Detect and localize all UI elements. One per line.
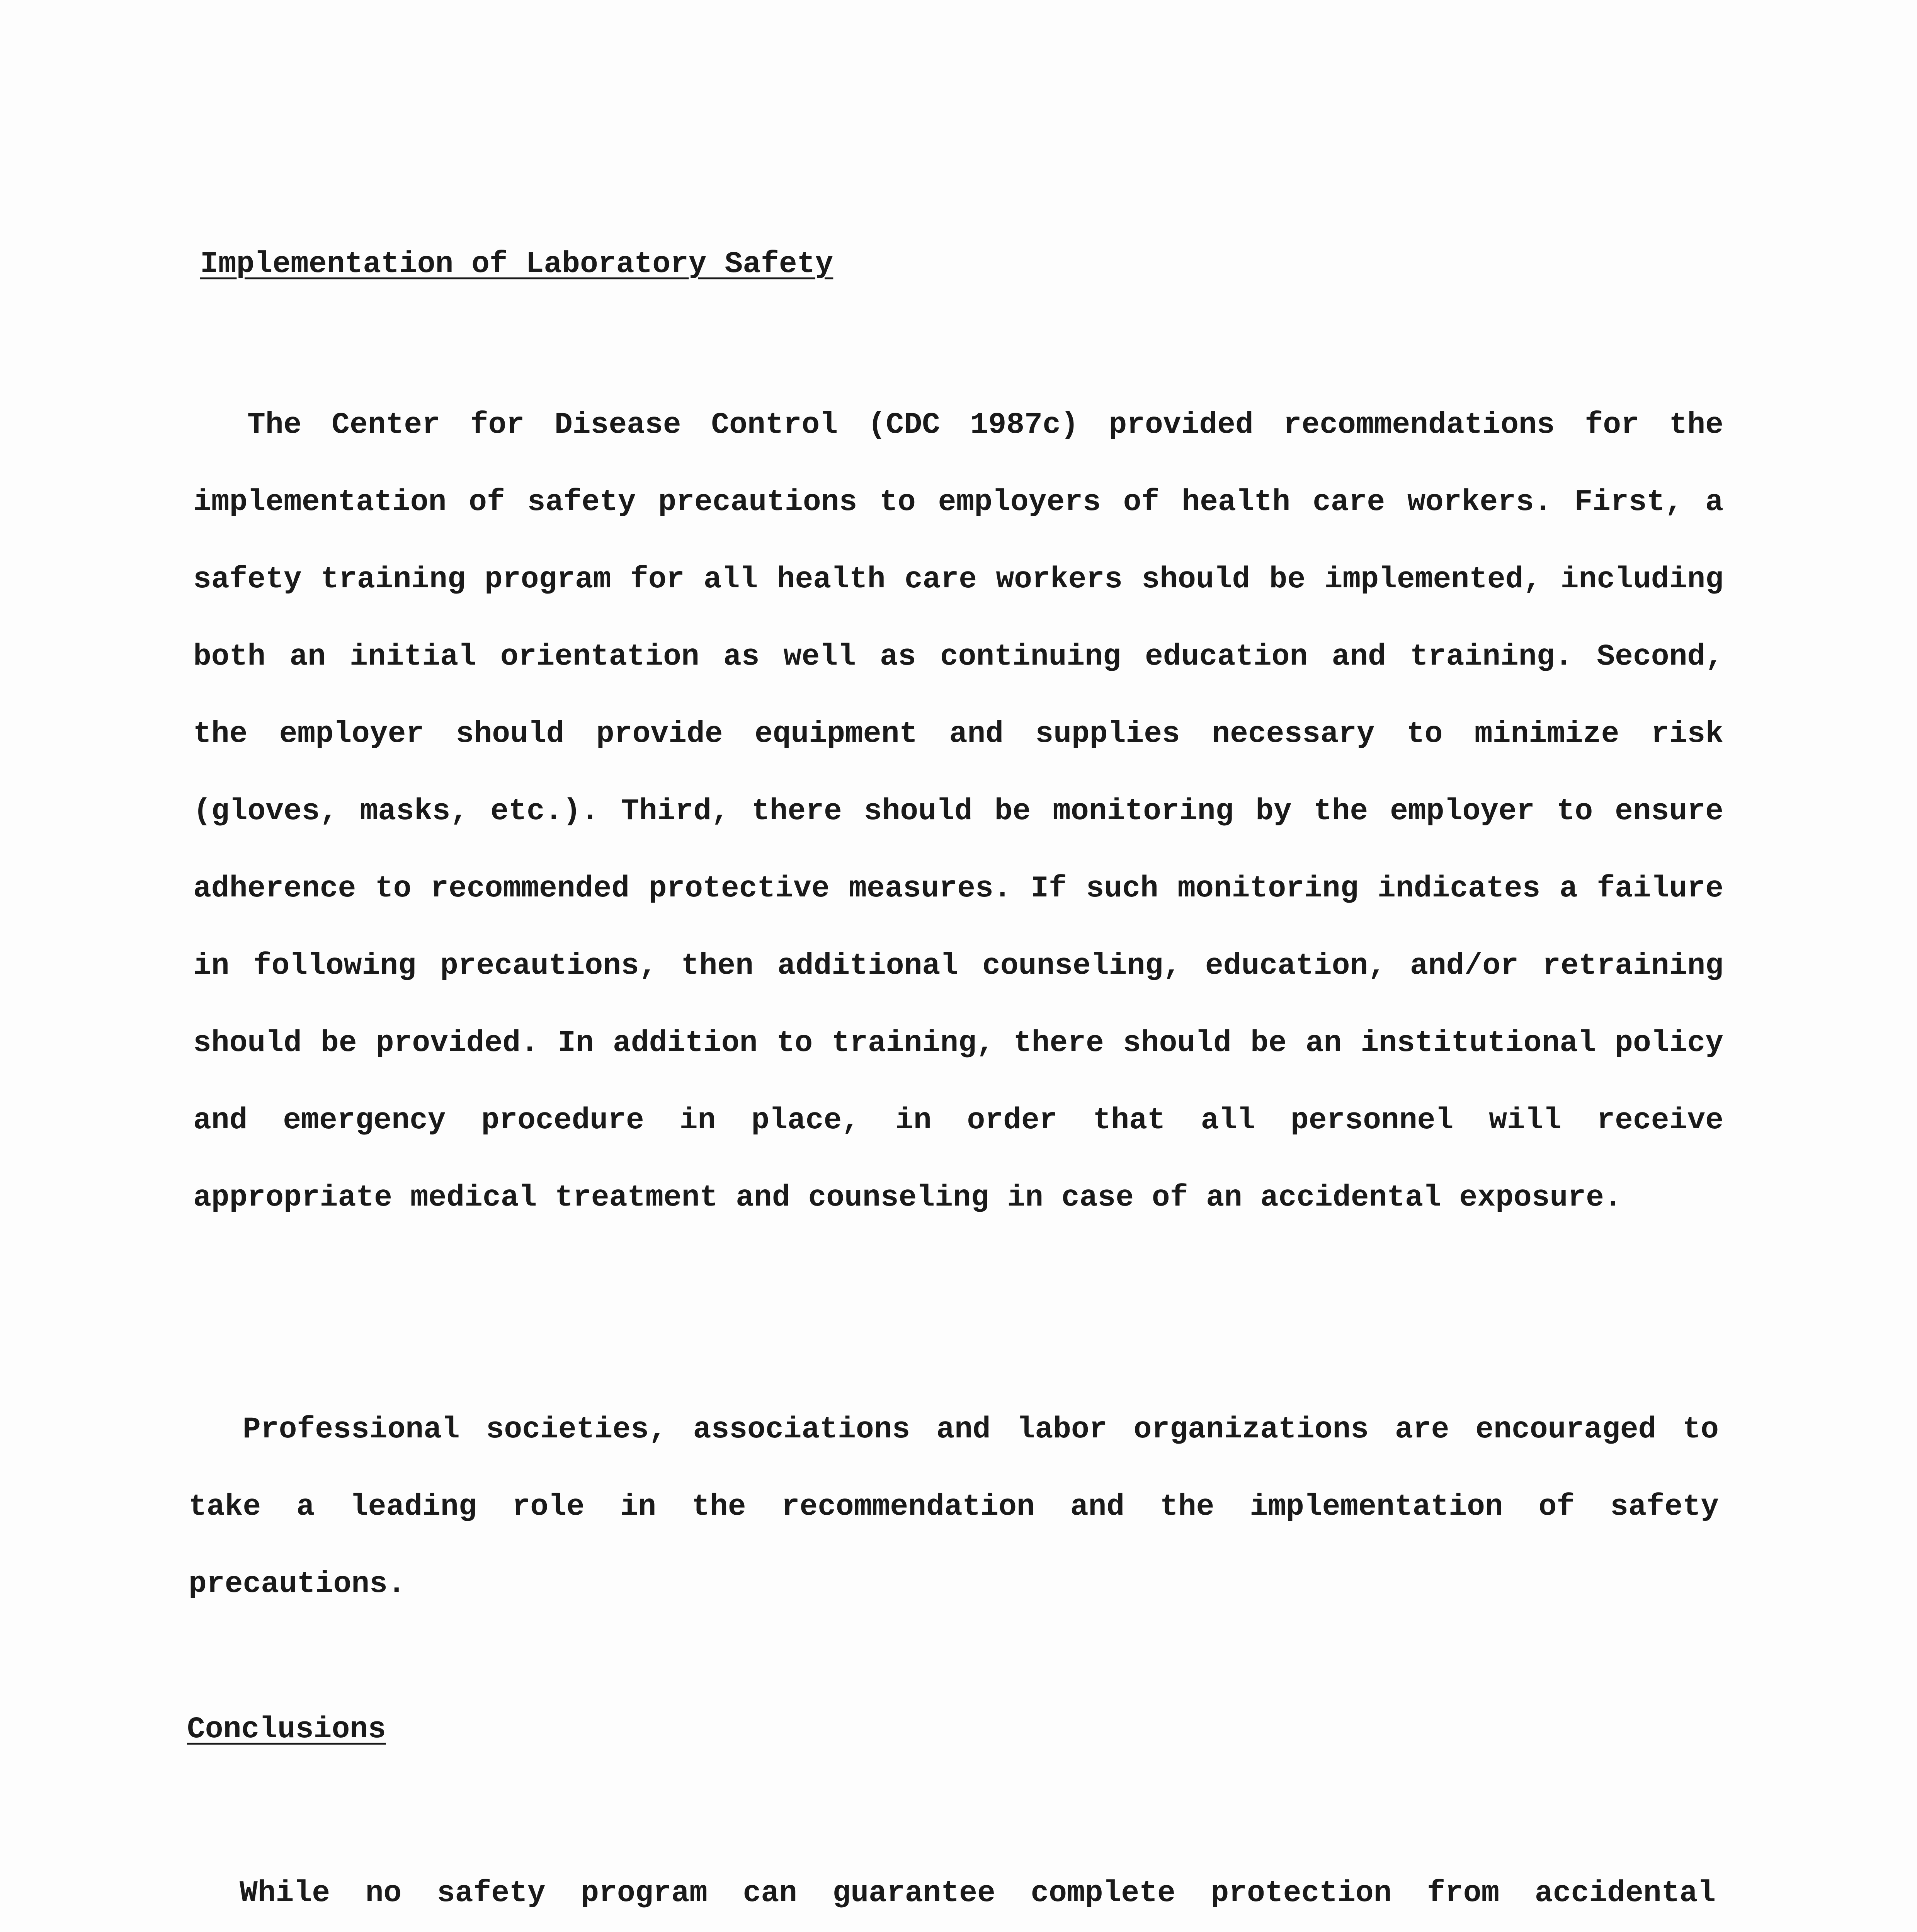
- paragraph-cdc-recommendations: The Center for Disease Control (CDC 1987c) provided recommendations for the implementation of safety precautions to employers of health care workers. First, a safety training program for all health care workers should be implemented, including both an initial orientation as well as continuing education and training. Second, the employer should provide equipment and supplies necessary to minimize risk (gloves, masks, etc.). Third, there should be monitoring by the employer to ensure adherence to recommended protective measures. If such monitoring indicates a failure in following precautions, then additional counseling, education, and/or retraining should be provided. In addition to training, there should be an institutional policy and emergency procedure in place, in order that all personnel will receive appropriate medical treatment and counseling in case of an accidental exposure.: [193, 408, 1723, 1215]
- section-heading-conclusions: Conclusions: [187, 1713, 386, 1747]
- paragraph-conclusions: While no safety program can guarantee complete protection from accidental: [240, 1876, 1716, 1910]
- section-heading-implementation: Implementation of Laboratory Safety: [200, 247, 833, 281]
- paragraph-professional-societies: Professional societies, associations and labor organizations are encouraged to take a leading role in the recommendation and the implementation of safety precautions.: [189, 1413, 1719, 1601]
